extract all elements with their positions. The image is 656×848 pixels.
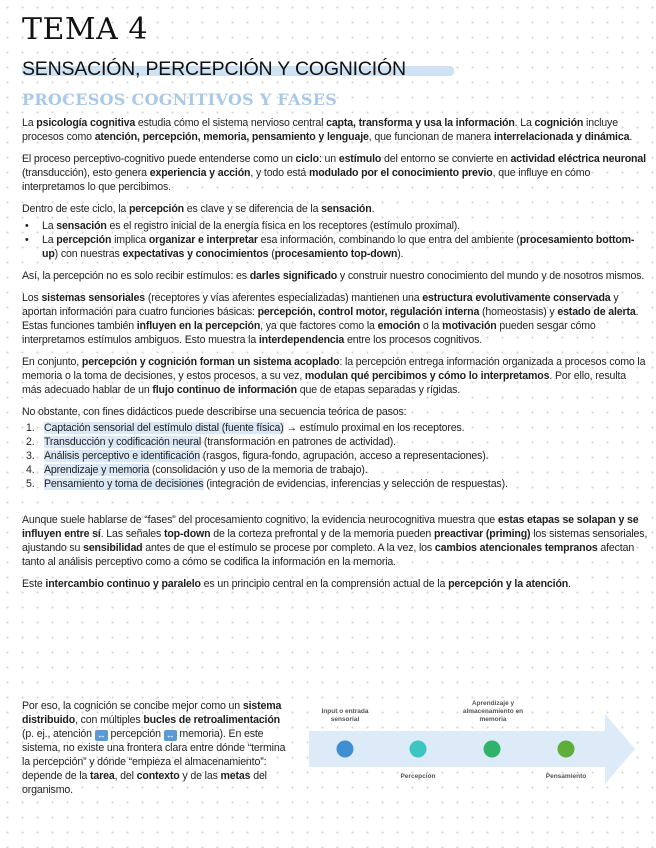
step-item: 2. Transducción y codificación neural (transformación en patrones de actividad).	[26, 436, 396, 448]
paragraph-2: El proceso perceptivo-cognitivo puede entenderse como un ciclo: un estímulo del entorno se convierte en actividad eléctrica neuronal (transducción), esto genera experiencia y acción, y todo está modulado por el conocimiento previo, que influye en cómo interpretamos lo que percibimos.	[22, 153, 646, 193]
paragraph-4: Así, la percepción no es solo recibir estímulos: es darles significado y construir nuestro conocimiento del mundo y de nosotros mismos.	[22, 270, 645, 282]
tema-heading: TEMA 4	[22, 12, 148, 47]
node-thinking	[558, 741, 575, 758]
steps-list	[22, 421, 648, 491]
paragraph-5: Los sistemas sensoriales (receptores y vías aferentes especializadas) mantienen una estructura evolutivamente conservada y aportan información para cuatro funciones básicas: percepción, control motor, regulación interna (homeostasis) y estado de alerta. Estas funciones también influyen en la percepción, ya que factores como la emoción o la motivación pueden sesgar cómo interpretamos estímulos ambiguos. Esto muestra la interdependencia entre los procesos cognitivos.	[22, 292, 639, 346]
bottom-paragraph	[22, 699, 290, 797]
section-title: PROCESOS COGNITIVOS Y FASES	[22, 90, 338, 109]
paragraph-6: En conjunto, percepción y cognición forman un sistema acoplado: la percepción entrega información organizada a procesos como la memoria o la toma de decisiones, y estos procesos, a su vez, modulan qué percibimos y cómo lo interpretamos. Por ello, resulta más adecuado hablar de un flujo continuo de información que de etapas separadas y rígidas.	[22, 356, 646, 396]
step-item: 1. Captación sensorial del estímulo distal (fuente física) → estímulo proximal en los receptores.	[26, 422, 465, 434]
left-right-arrow-icon: ↔	[95, 730, 108, 741]
paragraph-3: Dentro de este ciclo, la percepción es clave y se diferencia de la sensación.	[22, 203, 375, 215]
paragraph-7: No obstante, con fines didácticos puede describirse una secuencia teórica de pasos:	[22, 406, 407, 418]
step-item: 4. Aprendizaje y memoria (consolidación y uso de la memoria de trabajo).	[26, 464, 368, 476]
node-input	[337, 741, 354, 758]
process-flow-diagram	[305, 698, 641, 792]
paragraph-10: Por eso, la cognición se concibe mejor como un sistema distribuido, con múltiples bucles de retroalimentación (p. ej., atención ↔ percepción ↔ memoria). En este sistema, no existe una frontera clara entre dónde “termina la percepción” y dónde “empieza el almacenamiento”: depende de la tarea, del contexto y de las metas del organismo.	[22, 700, 286, 796]
label-thinking: Pensamiento	[545, 773, 587, 780]
paragraph-8: Aunque suele hablarse de “fases” del procesamiento cognitivo, la evidencia neurocognitiva muestra que estas etapas se solapan y se influyen entre sí. Las señales top-down de la corteza prefrontal y de la memoria pueden preactivar (priming) los sistemas sensoriales, ajustando su sensibilidad antes de que el estímulo se procese por completo. A la vez, los cambios atencionales tempranos afectan tanto al análisis perceptivo como a cómo se codifica la información en la memoria.	[22, 514, 648, 568]
label-perception: Percepción	[400, 773, 436, 780]
label-learning: Aprendizaje y almacenamiento en memoria	[462, 700, 524, 723]
step-item: 3. Análisis perceptivo e identificación (rasgos, figura-fondo, agrupación, acceso a representaciones).	[26, 450, 489, 462]
paragraph-9: Este intercambio continuo y paralelo es un principio central en la comprensión actual de la percepción y la atención.	[22, 578, 571, 590]
page-subtitle: SENSACIÓN, PERCEPCIÓN Y COGNICIÓN	[22, 58, 406, 80]
node-learning	[484, 741, 501, 758]
label-input: Input o entrada sensorial	[321, 708, 369, 723]
main-body	[22, 116, 648, 599]
bullet-list	[22, 219, 648, 261]
paragraph-1: La psicología cognitiva estudia cómo el sistema nervioso central capta, transforma y usa la información. La cognición incluye procesos como atención, percepción, memoria, pensamiento y lenguaje, que funcionan de manera interrelacionada y dinámica.	[22, 117, 633, 143]
left-right-arrow-icon: ↔	[164, 730, 177, 741]
subtitle-block	[22, 58, 406, 81]
step-item: 5. Pensamiento y toma de decisiones (integración de evidencias, inferencias y selección de respuestas).	[26, 478, 508, 490]
bullet-sensacion: • La sensación es el registro inicial de la energía física en los receptores (estímulo proximal).	[22, 219, 648, 233]
node-perception	[410, 741, 427, 758]
bullet-percepcion: • La percepción implica organizar e interpretar esa información, combinando lo que entra del ambiente (procesamiento bottom-up) con nuestras expectativas y conocimientos (procesamiento top-down).	[22, 233, 648, 261]
